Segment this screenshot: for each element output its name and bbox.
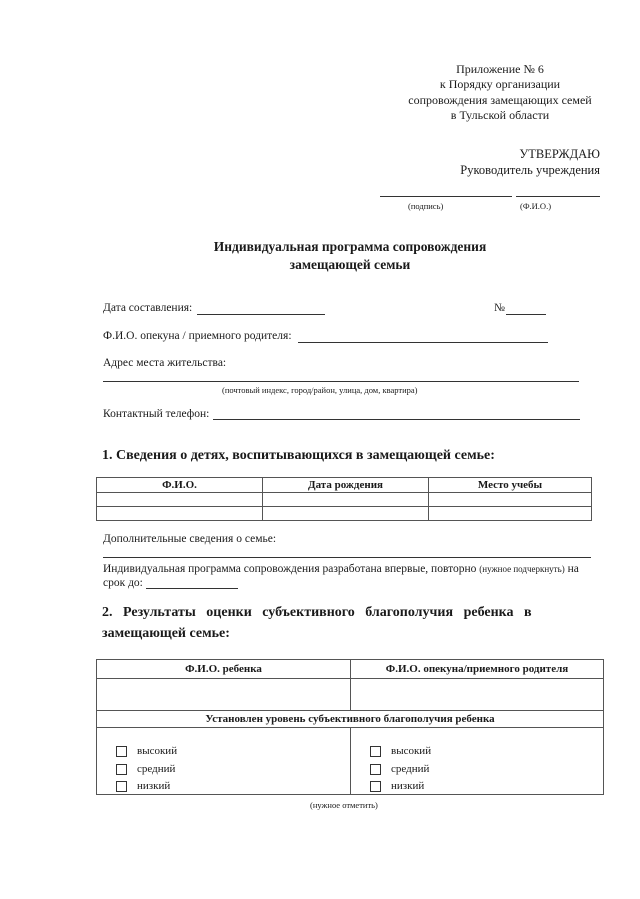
- table-cell[interactable]: [263, 493, 429, 507]
- address-caption: (почтовый индекс, город/район, улица, дом, квартира): [222, 385, 418, 395]
- checkbox[interactable]: [116, 781, 127, 792]
- option-label: низкий: [137, 780, 171, 792]
- program-text-end: на: [567, 563, 579, 575]
- children-table: [96, 477, 592, 521]
- section-2-heading-line: замещающей семье:: [102, 626, 230, 641]
- section-1-heading: 1. Сведения о детях, воспитывающихся в замещающей семье:: [102, 448, 495, 463]
- signature-line[interactable]: [380, 196, 512, 197]
- table-cell[interactable]: [429, 493, 592, 507]
- table-row: [97, 728, 604, 795]
- checkbox[interactable]: [116, 746, 127, 757]
- option-low-child[interactable]: [116, 780, 170, 792]
- name-line[interactable]: [516, 196, 600, 197]
- document-title-line: Индивидуальная программа сопровождения: [213, 239, 487, 254]
- signature-caption: (подпись): [408, 201, 444, 211]
- document-title: [100, 238, 600, 274]
- table-header-row: [97, 478, 592, 493]
- section-2-heading-line: 2. Результаты оценки субъективного благополучия ребенка в: [102, 605, 532, 620]
- address-field[interactable]: [103, 381, 579, 382]
- table-cell[interactable]: [351, 679, 604, 711]
- appendix-line: Приложение № 6: [456, 62, 544, 76]
- family-info-field[interactable]: [103, 557, 591, 558]
- appendix-line: к Порядку организации: [439, 77, 561, 92]
- option-medium-guardian[interactable]: [370, 763, 429, 775]
- option-label: высокий: [137, 745, 178, 757]
- name-caption: (Ф.И.О.): [520, 201, 552, 211]
- table-row: [97, 493, 592, 507]
- appendix-block: [395, 62, 605, 123]
- address-label: Адрес места жительства:: [103, 357, 227, 369]
- column-header-child: Ф.И.О. ребенка: [97, 660, 351, 679]
- checkbox[interactable]: [370, 781, 381, 792]
- appendix-line: в Тульской области: [450, 107, 550, 122]
- term-field[interactable]: [146, 588, 238, 589]
- number-label: №: [494, 302, 505, 314]
- table-row: [97, 679, 604, 711]
- table-row: [97, 507, 592, 521]
- column-header-birthdate: Дата рождения: [263, 478, 429, 493]
- term-label: срок до:: [103, 577, 143, 589]
- guardian-field[interactable]: [298, 342, 548, 343]
- column-header-guardian: Ф.И.О. опекуна/приемного родителя: [351, 660, 604, 679]
- program-note: (нужное подчеркнуть): [479, 564, 565, 574]
- checkbox[interactable]: [116, 764, 127, 775]
- option-low-guardian[interactable]: [370, 780, 424, 792]
- table-header-row: [97, 660, 604, 679]
- option-high-guardian[interactable]: [370, 745, 431, 757]
- option-label: высокий: [391, 745, 432, 757]
- document-title-line: замещающей семьи: [289, 257, 411, 272]
- checkbox[interactable]: [370, 746, 381, 757]
- column-header-school: Место учебы: [429, 478, 592, 493]
- column-header-name: Ф.И.О.: [97, 478, 263, 493]
- appendix-line: сопровождения замещающих семей: [408, 92, 592, 107]
- option-label: средний: [137, 763, 176, 775]
- table-cell[interactable]: [97, 507, 263, 521]
- option-high-child[interactable]: [116, 745, 177, 757]
- program-text-main: Индивидуальная программа сопровождения разработана впервые, повторно: [103, 563, 477, 575]
- table-cell[interactable]: [263, 507, 429, 521]
- option-label: средний: [391, 763, 430, 775]
- number-field[interactable]: [506, 314, 546, 315]
- option-medium-child[interactable]: [116, 763, 175, 775]
- program-text: [103, 563, 579, 575]
- mark-note: (нужное отметить): [310, 800, 378, 810]
- approval-title: УТВЕРЖДАЮ: [519, 147, 600, 161]
- checkbox[interactable]: [370, 764, 381, 775]
- phone-field[interactable]: [213, 419, 580, 420]
- level-heading: Установлен уровень субъективного благополучия ребенка: [97, 711, 604, 728]
- date-label: Дата составления:: [103, 302, 193, 314]
- phone-label: Контактный телефон:: [103, 408, 210, 420]
- table-cell[interactable]: [97, 493, 263, 507]
- option-label: низкий: [391, 780, 425, 792]
- family-info-label: Дополнительные сведения о семье:: [103, 533, 277, 545]
- table-cell[interactable]: [97, 679, 351, 711]
- approval-block: [420, 146, 600, 178]
- table-row: [97, 711, 604, 728]
- date-field[interactable]: [197, 314, 325, 315]
- table-cell[interactable]: [429, 507, 592, 521]
- guardian-label: Ф.И.О. опекуна / приемного родителя:: [103, 330, 292, 342]
- approval-position: Руководитель учреждения: [460, 163, 600, 177]
